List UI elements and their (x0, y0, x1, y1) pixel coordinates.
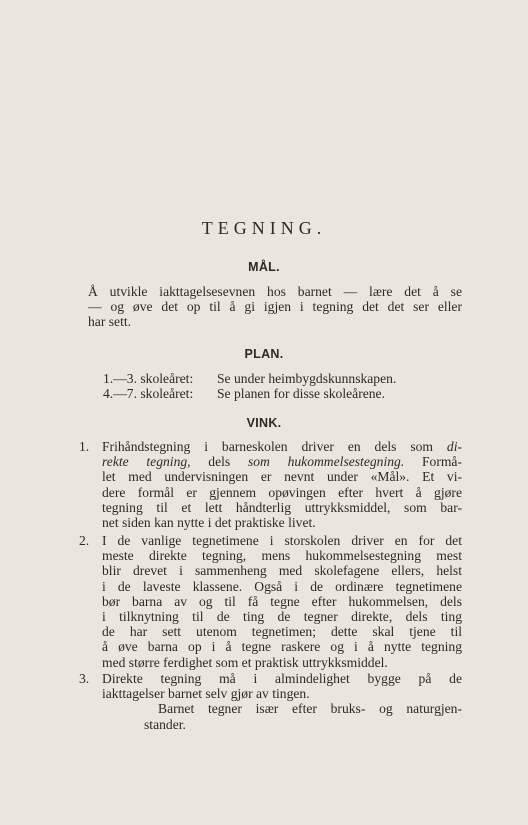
plan-row-text: Se planen for disse skoleårene. (217, 386, 385, 401)
text-line: I de vanlige tegnetimene i storskolen driver en for det (102, 533, 462, 548)
text-line: stander. (144, 716, 186, 732)
italic-run: di- (446, 439, 462, 454)
text-line: Barnet tegner især efter bruks- og naturgjen- (158, 701, 462, 717)
text-line: Direkte tegning må i almindelighet bygge på de (102, 671, 462, 686)
section-heading-vink: VINK. (246, 416, 282, 430)
text-line: iakttagelser barnet selv gjør av tingen. (102, 686, 310, 702)
text-run: dels (190, 454, 248, 470)
plan-row-years: 4.—7. skoleåret: (103, 386, 194, 401)
text-line: de har sett utenom tegnetimen; dette skal tjene til (102, 624, 462, 640)
page-title: TEGNING. (201, 218, 327, 238)
section-heading-plan: PLAN. (244, 347, 284, 361)
text-line: med større ferdighet som et praktisk uttrykksmiddel. (102, 654, 388, 670)
vink-item-3 (102, 671, 462, 732)
text-line: let med undervisningen er nevnt under «Mål». Et vi- (102, 469, 462, 485)
text-line: i tilknytning til de ting de tegner direkte, dels ting (102, 609, 462, 625)
text-line: i de laveste klassene. Også i de ordinære tegnetimene (102, 578, 462, 594)
vink-item-2 (102, 533, 462, 670)
list-item-number: 1. (79, 439, 90, 454)
text-line: tegning til et lett håndterlig uttrykksmiddel, som bar- (102, 499, 462, 515)
text-line: net siden kan nytte i det praktiske livet. (102, 515, 316, 531)
section-heading-mal: MÅL. (248, 260, 280, 274)
italic-run: rekte tegning, (102, 454, 191, 470)
mal-paragraph (88, 284, 462, 330)
text-line: blir drevet i sammenheng med skolefagene ellers, helst (102, 563, 462, 579)
text-run: Frihåndstegning i barneskolen driver en dels som (102, 439, 447, 454)
plan-row-years: 1.—3. skoleåret: (103, 371, 194, 386)
text-line: bør barna av og til få tegne efter hukommelsen, dels (102, 593, 462, 609)
text-line: dere formål er gjennem opøvingen efter hvert å gjøre (102, 484, 462, 500)
text-line (102, 454, 462, 469)
text-line: Å utvikle iakttagelsesevnen hos barnet — lære det å se (88, 284, 462, 299)
plan-row-text: Se under heimbygdskunnskapen. (217, 371, 397, 386)
text-line (102, 439, 462, 454)
text-line: å øve barna op i å tegne raskere og i å nytte tegning (102, 639, 462, 655)
italic-run: som hukommelsestegning. (247, 454, 405, 470)
text-line: — og øve det op til å gi igjen i tegning det det ser eller (88, 299, 462, 315)
list-item-number: 2. (79, 533, 90, 548)
text-run: Formå- (404, 454, 462, 470)
text-line: har sett. (88, 314, 132, 330)
list-item-number: 3. (79, 671, 90, 686)
vink-item-1 (102, 439, 462, 530)
text-line: meste direkte tegning, mens hukommelsestegning mest (102, 548, 462, 564)
